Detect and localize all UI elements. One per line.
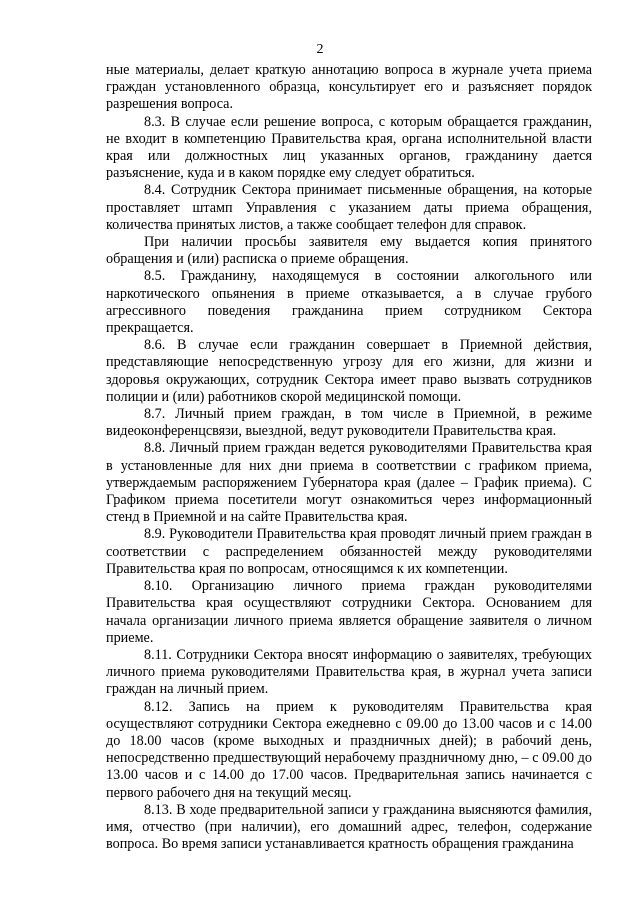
- paragraph-8-9: 8.9. Руководители Правительства края проводят личный прием граждан в соответствии с распределением обязанностей между руководителями Правительства края по вопросам, относящимся к их компетенции.: [106, 526, 592, 577]
- paragraph-8-13: 8.13. В ходе предварительной записи у гражданина выясняются фамилия, имя, отчество (при наличии), его домашний адрес, телефон, содержание вопроса. Во время записи устанавливается кратность обращения гражданина: [106, 801, 592, 853]
- paragraph-8-7: 8.7. Личный прием граждан, в том числе в Приемной, в режиме видеоконференцсвязи, выездной, ведут руководители Правительства края.: [106, 406, 592, 440]
- paragraph-8-12: 8.12. Запись на прием к руководителям Правительства края осуществляют сотрудники Сектора ежедневно с 09.00 до 13.00 часов и с 14.00 до 18.00 часов (кроме выходных и праздничных дней); в рабочий день, непосредственно предшествующий нерабочему праздничному дню, – с 09.00 до 13.00 часов и с 14.00 до 17.00 часов. Предварительная запись начинается с первого рабочего дня на текущий месяц.: [106, 698, 592, 801]
- paragraph-continuation: ные материалы, делает краткую аннотацию вопроса в журнале учета приема граждан установленного образца, консультирует его и разъясняет порядок разрешения вопроса.: [106, 62, 592, 113]
- paragraph-8-11: 8.11. Сотрудники Сектора вносят информацию о заявителях, требующих личного приема руководителями Правительства края, в журнал учета записи граждан на личный прием.: [106, 646, 592, 698]
- paragraph-8-5: 8.5. Гражданину, находящемуся в состоянии алкогольного или наркотического опьянения в приеме отказывается, а в случае грубого агрессивного поведения гражданина прием сотрудником Сектора прекращается.: [106, 268, 592, 337]
- paragraph-8-8: 8.8. Личный прием граждан ведется руководителями Правительства края в установленные для них дни приема в соответствии с графиком приема, утверждаемым распоряжением Губернатора края (далее – График приема). С Графиком приема посетители могут ознакомиться через информационный стенд в Приемной и на сайте Правительства края.: [106, 440, 592, 526]
- paragraph-8-10: 8.10. Организацию личного приема граждан руководителями Правительства края осуществляют сотрудники Сектора. Основанием для начала организации личного приема является обращение заявителя о личном приеме.: [106, 578, 592, 646]
- paragraph-copy-request: При наличии просьбы заявителя ему выдается копия принятого обращения и (или) расписка о приеме обращения.: [106, 234, 592, 268]
- paragraph-8-4: 8.4. Сотрудник Сектора принимает письменные обращения, на которые проставляет штамп Управления с указанием даты приема обращения, количества принятых листов, а также сообщает телефон для справок.: [106, 182, 592, 233]
- paragraph-8-3: 8.3. В случае если решение вопроса, с которым обращается гражданин, не входит в компетенцию Правительства края, органа исполнительной власти края или должностных лиц указанных органов, гражданину дается разъяснение, куда и в каком порядке ему следует обратиться.: [106, 113, 592, 182]
- page-number: 2: [316, 42, 324, 57]
- paragraph-8-6: 8.6. В случае если гражданин совершает в Приемной действия, представляющие непосредственную угрозу для его жизни, для жизни и здоровья окружающих, сотрудник Сектора имеет право вызвать сотрудников полиции и (или) работников скорой медицинской помощи.: [106, 337, 592, 405]
- body-text: [106, 62, 592, 853]
